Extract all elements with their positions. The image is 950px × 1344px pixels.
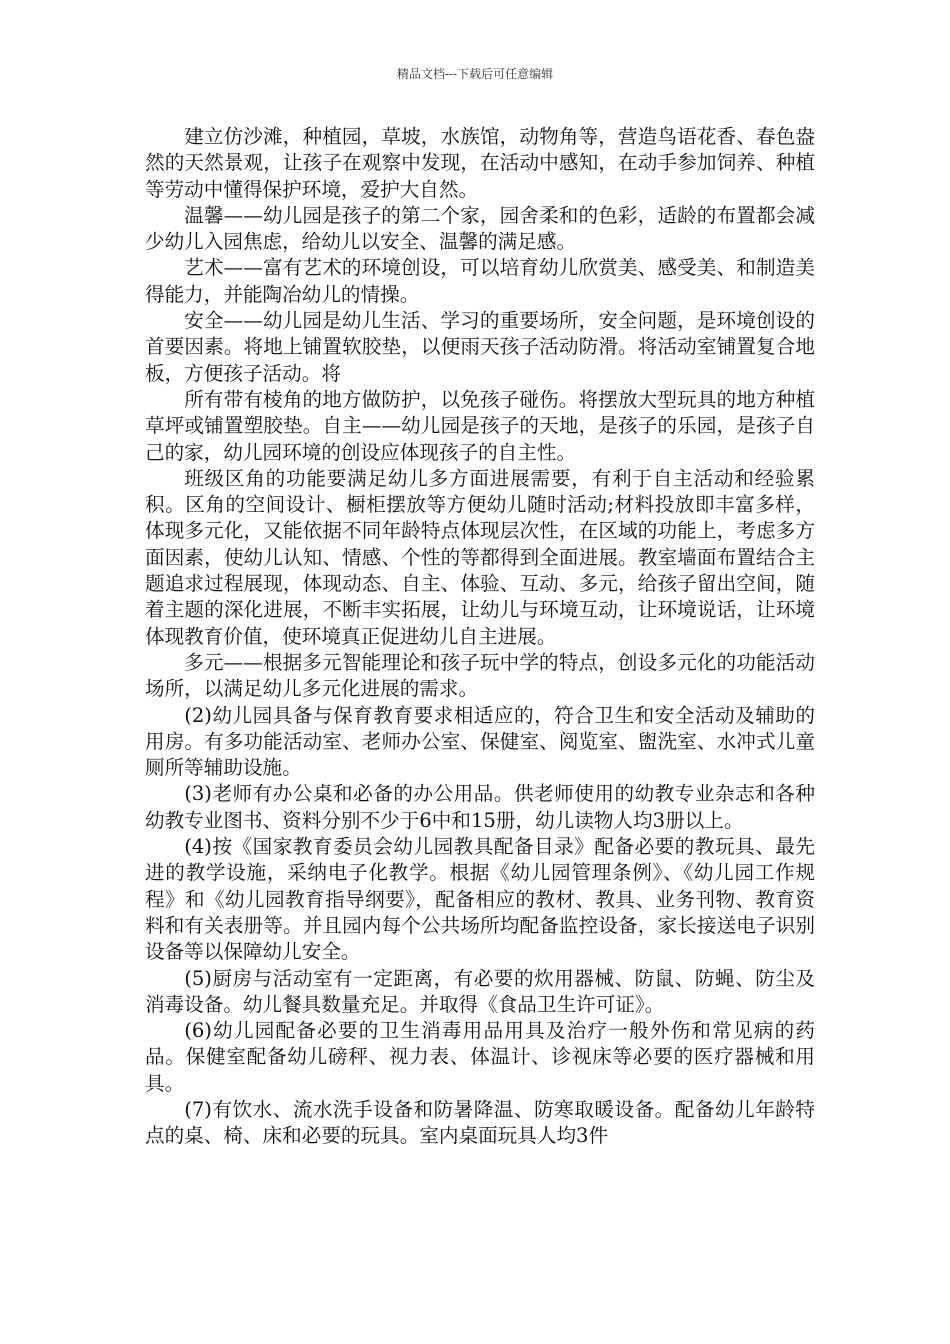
paragraph-item-3: (3)老师有办公桌和必备的办公用品。供老师使用的幼教专业杂志和各种幼教专业图书、资料分别不少于6中和15册，幼儿读物人均3册以上。 <box>145 782 815 832</box>
paragraph-warmth: 温馨——幼儿园是孩子的第二个家，园舍柔和的色彩，适龄的布置都会减少幼儿入园焦虑，给幼儿以安全、温馨的满足感。 <box>145 203 815 254</box>
paragraph-art: 艺术——富有艺术的环境创设，可以培育幼儿欣赏美、感受美、和制造美得能力，并能陶冶幼儿的情操。 <box>145 256 815 306</box>
paragraph-item-7: (7)有饮水、流水洗手设备和防暑降温、防寒取暖设备。配备幼儿年龄特点的桌、椅、床和必要的玩具。室内桌面玩具人均3件 <box>145 1097 815 1148</box>
paragraph-class-corners: 班级区角的功能要满足幼儿多方面进展需要，有利于自主活动和经验累积。区角的空间设计、橱柜摆放等方便幼儿随时活动;材料投放即丰富多样，体现多元化，又能依据不同年龄特点体现层次性，在区域的功能上，考虑多方面因素，使幼儿认知、情感、个性的等都得到全面进展。教室墙面布置结合主题追求过程展现，体现动态、自主、体验、互动、多元，给孩子留出空间，随着主题的深化进展，不断丰实拓展，让幼儿与环境互动，让环境说话，让环境体现教育价值，使环境真正促进幼儿自主进展。 <box>145 466 815 648</box>
paragraph-item-4: (4)按《国家教育委员会幼儿园教具配备目录》配备必要的教玩具、最先进的教学设施，采纳电子化教学。根据《幼儿园管理条例》、《幼儿园工作规程》和《幼儿园教育指导纲要》，配备相应的教材、教具、业务刊物、教育资料和有关表册等。并且园内每个公共场所均配备监控设备，家长接送电子识别设备等以保障幼儿安全。 <box>145 835 815 964</box>
paragraph-safety: 安全——幼儿园是幼儿生活、学习的重要场所，安全问题，是环境创设的首要因素。将地上铺置软胶垫，以便雨天孩子活动防滑。将活动室铺置复合地板，方便孩子活动。将 <box>145 309 815 385</box>
paragraph-nature-environment: 建立仿沙滩，种植园，草坡，水族馆，动物角等，营造鸟语花香、春色盎然的天然景观，让孩子在观察中发现，在活动中感知，在动手参加饲养、种植等劳动中懂得保护环境，爱护大自然。 <box>145 125 815 201</box>
paragraph-item-5: (5)厨房与活动室有一定距离，有必要的炊用器械、防鼠、防蝇、防尘及消毒设备。幼儿餐具数量充足。并取得《食品卫生许可证》。 <box>145 966 815 1016</box>
paragraph-diversity: 多元——根据多元智能理论和孩子玩中学的特点，创设多元化的功能活动场所，以满足幼儿多元化进展的需求。 <box>145 650 815 701</box>
paragraph-item-6: (6)幼儿园配备必要的卫生消毒用品用具及治疗一般外伤和常见病的药品。保健室配备幼儿磅秤、视力表、体温计、诊视床等必要的医疗器械和用具。 <box>145 1019 815 1095</box>
document-body <box>145 124 815 1150</box>
paragraph-autonomy: 所有带有棱角的地方做防护，以免孩子碰伤。将摆放大型玩具的地方种植草坪或铺置塑胶垫。自主——幼儿园是孩子的天地，是孩子的乐园，是孩子自己的家，幼儿园环境的创设应体现孩子的自主性。 <box>145 387 815 464</box>
page-header: 精品文档---下载后可任意编辑 <box>396 67 554 81</box>
paragraph-item-2: (2)幼儿园具备与保育教育要求相适应的，符合卫生和安全活动及辅助的用房。有多功能活动室、老师办公室、保健室、阅览室、盥洗室、水冲式儿童厕所等辅助设施。 <box>145 703 815 780</box>
